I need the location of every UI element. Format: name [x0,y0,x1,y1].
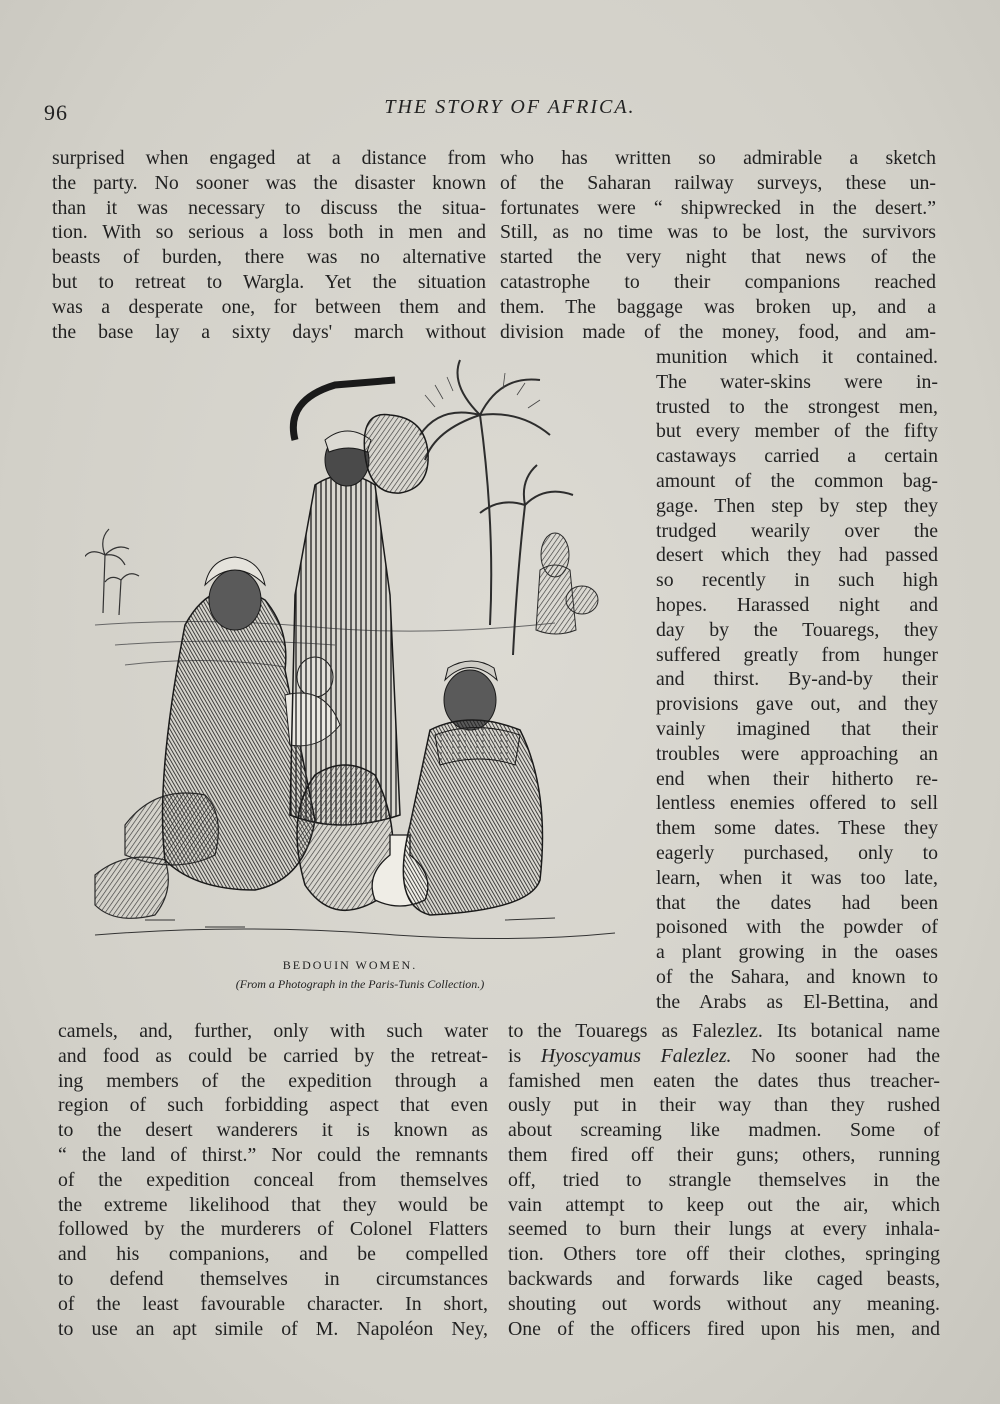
text-line: trusted to the strongest men, [656,395,938,418]
page-number: 96 [44,100,68,125]
text-line: and thirst. By-and-by their [656,668,938,691]
text-line: vain attempt to keep out the air, which [508,1193,940,1216]
text-line: tion. With so serious a loss both in men and [52,221,486,244]
text-line: but every member of the fifty [656,420,938,443]
text-line: the extreme likelihood that they would be [58,1193,488,1216]
text-column-bottom-left [58,1019,488,1341]
text-line: a plant growing in the oases [656,941,938,964]
text-line: off, tried to strangle themselves in the [508,1168,940,1191]
text-line: catastrophe to their companions reached [500,270,936,293]
bedouin-women-illustration [85,355,635,950]
text-line: “ the land of thirst.” Nor could the remnants [58,1143,488,1166]
text-line: poisoned with the powder of [656,916,938,939]
text-line: surprised when engaged at a distance from [52,147,486,169]
text-segment: No sooner had the [731,1044,940,1067]
text-line: of the Saharan railway surveys, these un- [500,171,936,194]
text-line: suffered greatly from hunger [656,643,938,666]
text-line: troubles were approaching an [656,742,938,765]
text-line: end when their hitherto re- [656,767,938,790]
text-line: of the least favourable character. In short, [58,1292,488,1315]
text-line: and his companions, and be compelled [58,1243,488,1266]
text-line: The water-skins were in- [656,370,938,393]
text-line: so recently in such high [656,569,938,592]
text-line: them. The baggage was broken up, and a [500,295,936,318]
text-line: them some dates. These they [656,817,938,840]
figure-caption-credit: (From a Photograph in the Paris-Tunis Collection.) [235,977,485,991]
text-line: the base lay a sixty days' march without [52,320,486,343]
figure-caption-title: BEDOUIN WOMEN. [282,958,418,972]
text-line: that the dates had been [656,891,938,914]
text-line: ing members of the expedition through a [58,1069,488,1092]
text-line: One of the officers fired upon his men, and [508,1317,940,1340]
text-line: learn, when it was too late, [656,866,938,889]
text-line: munition which it contained. [656,346,938,368]
text-line: backwards and forwards like caged beasts, [508,1267,940,1290]
text-line: gage. Then step by step they [656,494,938,517]
text-line: camels, and, further, only with such water [58,1020,488,1042]
text-line: followed by the murderers of Colonel Flatters [58,1218,488,1241]
text-line: lentless enemies offered to sell [656,792,938,815]
text-line: famished men eaten the dates thus treacher- [508,1069,940,1092]
text-line: about screaming like madmen. Some of [508,1119,940,1142]
text-line: eagerly purchased, only to [656,841,938,864]
text-column-top-right [500,146,936,344]
text-line: seemed to burn their lungs at every inhala- [508,1218,940,1241]
text-line: to the Touaregs as Falezlez. Its botanical name [508,1020,940,1042]
text-segment: is [508,1044,541,1067]
text-line: of the Sahara, and known to [656,965,938,988]
text-column-bottom-right [508,1019,940,1341]
text-line: day by the Touaregs, they [656,618,938,641]
text-line: to use an apt simile of M. Napoléon Ney, [58,1317,488,1340]
text-line-with-italic [508,1044,940,1069]
text-line: but to retreat to Wargla. Yet the situation [52,270,486,293]
text-line: who has written so admirable a sketch [500,147,936,169]
text-line: of the expedition conceal from themselves [58,1168,488,1191]
text-line: provisions gave out, and they [656,693,938,716]
text-line: castaways carried a certain [656,445,938,468]
text-line: desert which they had passed [656,544,938,567]
text-line: beasts of burden, there was no alternative [52,246,486,269]
running-head: THE STORY OF AFRICA. [384,96,636,118]
text-line: was a desperate one, for between them and [52,295,486,318]
engraving-image [85,355,635,950]
botanical-name: Hyoscyamus Falezlez. [540,1044,732,1067]
text-column-top-left [52,146,486,344]
text-line: to defend themselves in circumstances [58,1267,488,1290]
text-line: the Arabs as El-Bettina, and [656,990,938,1013]
text-line: them fired off their guns; others, running [508,1143,940,1166]
text-line: amount of the common bag- [656,469,938,492]
text-line: to the desert wanderers it is known as [58,1119,488,1142]
text-line: and food as could be carried by the retreat- [58,1044,488,1067]
text-line: Still, as no time was to be lost, the survivors [500,221,936,244]
text-column-beside-figure [656,345,938,1015]
text-line: region of such forbidding aspect that even [58,1094,488,1117]
text-line: started the very night that news of the [500,246,936,269]
text-line: ously put in their way than they rushed [508,1094,940,1117]
text-line: fortunates were “ shipwrecked in the desert.” [500,196,936,219]
text-line: division made of the money, food, and am- [500,320,936,343]
text-line: trudged wearily over the [656,519,938,542]
text-line: the party. No sooner was the disaster known [52,171,486,194]
text-line: tion. Others tore off their clothes, springing [508,1243,940,1266]
text-line: than it was necessary to discuss the situa- [52,196,486,219]
text-line: shouting out words without any meaning. [508,1292,940,1315]
text-line: hopes. Harassed night and [656,593,938,616]
text-line: vainly imagined that their [656,717,938,740]
